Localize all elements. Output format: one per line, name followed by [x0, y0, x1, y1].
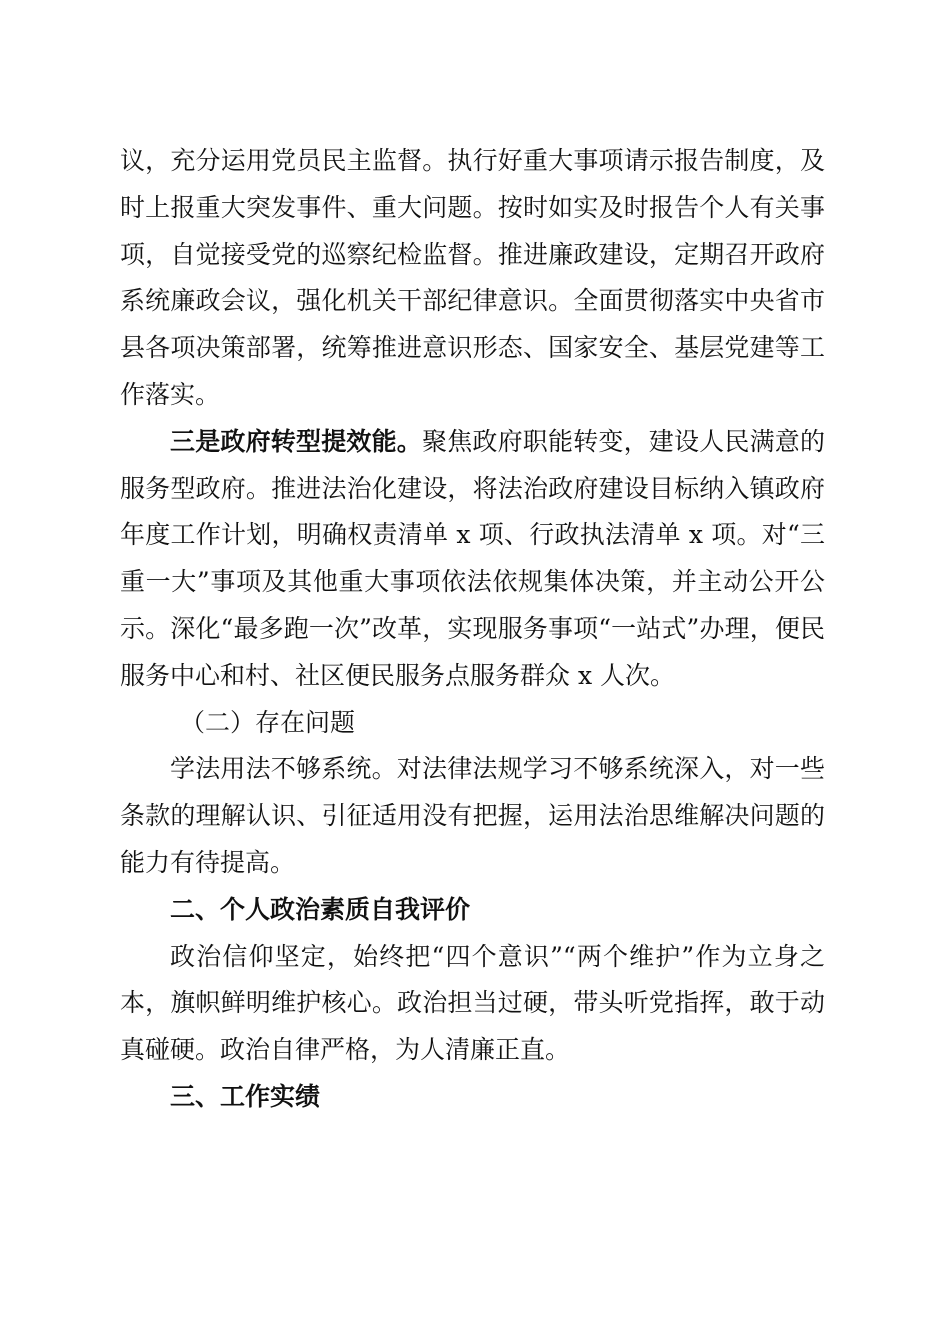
- paragraph-problems: [120, 746, 825, 886]
- paragraph-text: 聚焦政府职能转变，建设人民满意的服务型政府。推进法治化建设，将法治政府建设目标纳入镇政府年度工作计划，明确权责清单 x 项、行政执法清单 x 项。对“三重一大”事项及其他重大事项依法依规集体决策，并主动公开公示。深化“最多跑一次”改革，实现服务事项“一站式”办理，便民服务中心和村、社区便民服务点服务群众 x 人次。: [120, 426, 825, 690]
- paragraph-text: 学法用法不够系统。对法律法规学习不够系统深入，对一些条款的理解认识、引征适用没有把握，运用法治思维解决问题的能力有待提高。: [120, 754, 825, 877]
- heading-text: （二）存在问题: [180, 707, 356, 737]
- paragraph-government-transformation: [120, 419, 825, 700]
- section-heading-political-quality: [120, 887, 825, 934]
- paragraph-text: 政治信仰坚定，始终把“四个意识”“两个维护”作为立身之本，旗帜鲜明维护核心。政治担当过硬，带头听党指挥，敢于动真碰硬。政治自律严格，为人清廉正直。: [120, 941, 825, 1065]
- paragraph-lead: 三是政府转型提效能。: [170, 426, 422, 456]
- document-body: [120, 138, 825, 1121]
- paragraph-political-quality: [120, 934, 825, 1074]
- heading-text: 二、个人政治素质自我评价: [170, 894, 471, 924]
- section-heading-problems: [120, 700, 825, 747]
- paragraph-text: 议，充分运用党员民主监督。执行好重大事项请示报告制度，及时上报重大突发事件、重大问题。按时如实及时报告个人有关事项，自觉接受党的巡察纪检监督。推进廉政建设，定期召开政府系统廉政会议，强化机关干部纪律意识。全面贯彻落实中央省市县各项决策部署，统筹推进意识形态、国家安全、基层党建等工作落实。: [120, 146, 825, 409]
- heading-text: 三、工作实绩: [170, 1081, 321, 1111]
- section-heading-work-results: [120, 1074, 825, 1121]
- paragraph-supervision: [120, 138, 825, 419]
